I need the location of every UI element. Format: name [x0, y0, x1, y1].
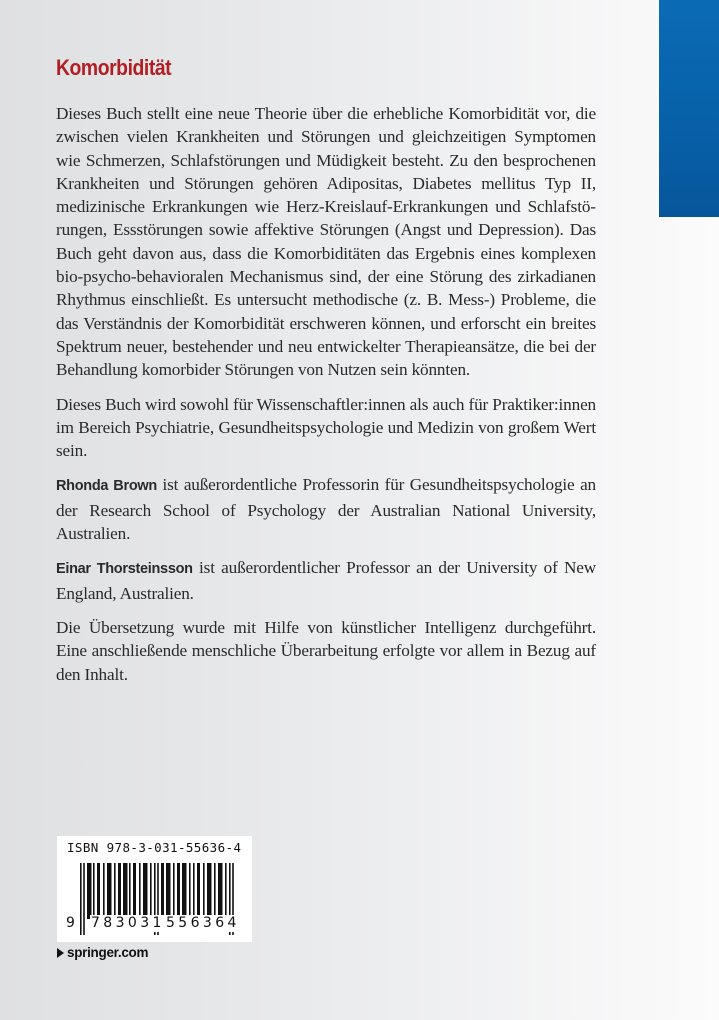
isbn-label: ISBN 978-3-031-55636-4 — [67, 840, 242, 855]
description-paragraph-2: Dieses Buch wird sowohl für Wissenschaftler:innen als auch für Praktiker:innen im Bereich Psychiatrie, Gesundheitspsychologie und Medizin von großem Wert sein. — [56, 394, 596, 461]
triangle-right-icon — [57, 948, 64, 958]
author-bio-text: ist außerordentlicher Professor an der University of New England, Australien. — [56, 558, 596, 603]
back-cover-text — [56, 54, 596, 697]
translation-note: Die Übersetzung wurde mit Hilfe von künstlicher Intelligenz durchgeführt. Eine anschließende menschliche Überarbeitung erfolgte vor allem in Bezug auf den Inhalt. — [56, 617, 596, 684]
barcode-digit-first: 9 — [66, 915, 79, 931]
author-name: Rhonda Brown — [56, 478, 157, 495]
author-bio-text: ist außerordentliche Professorin für Gesundheitspsychologie an der Research School of Psychology der Australian National University, Australien. — [56, 475, 596, 544]
isbn-barcode — [57, 836, 252, 942]
author-bio-2 — [56, 556, 596, 605]
publisher-link[interactable] — [57, 945, 148, 960]
barcode-digits-left: 783031 — [91, 915, 165, 931]
blue-accent-bar — [659, 0, 719, 217]
barcode-digits-right: 556364 — [166, 915, 240, 931]
author-bio-1 — [56, 473, 596, 545]
description-paragraph-1: Dieses Buch stellt eine neue Theorie über die erhebliche Komorbidität vor, die zwischen vielen Krankheiten und Störungen und gleichzeitigen Symptomen wie Schmerzen, Schlafstörungen und Müdigkeit besteht. Zu den besprochenen Krankheiten und Störungen gehören Adipositas, Diabetes mellitus Typ II, medizinische Erkrankungen wie Herz-Kreislauf-Erkrankungen und Schlafstörungen, Essstörungen sowie affektive Störungen (Angst und Depression). Das Buch geht davon aus, dass die Komorbiditäten das Ergebnis eines komplexen bio-psycho-behavioralen Mechanismus sind, der eine Störung des zirkadianen Rhythmus einschließt. Es untersucht methodische (z. B. Mess-) Probleme, die das Verständnis der Komorbidität erschweren können, und erforscht ein breites Spektrum neuer, bestehender und neu entwickelter Therapieansätze, die bei der Behandlung komorbider Störungen von Nutzen sein könnten. — [56, 104, 596, 380]
book-title: Komorbidität — [56, 55, 172, 80]
publisher-link-text: springer.com — [67, 945, 149, 960]
author-name: Einar Thorsteinsson — [56, 561, 193, 578]
